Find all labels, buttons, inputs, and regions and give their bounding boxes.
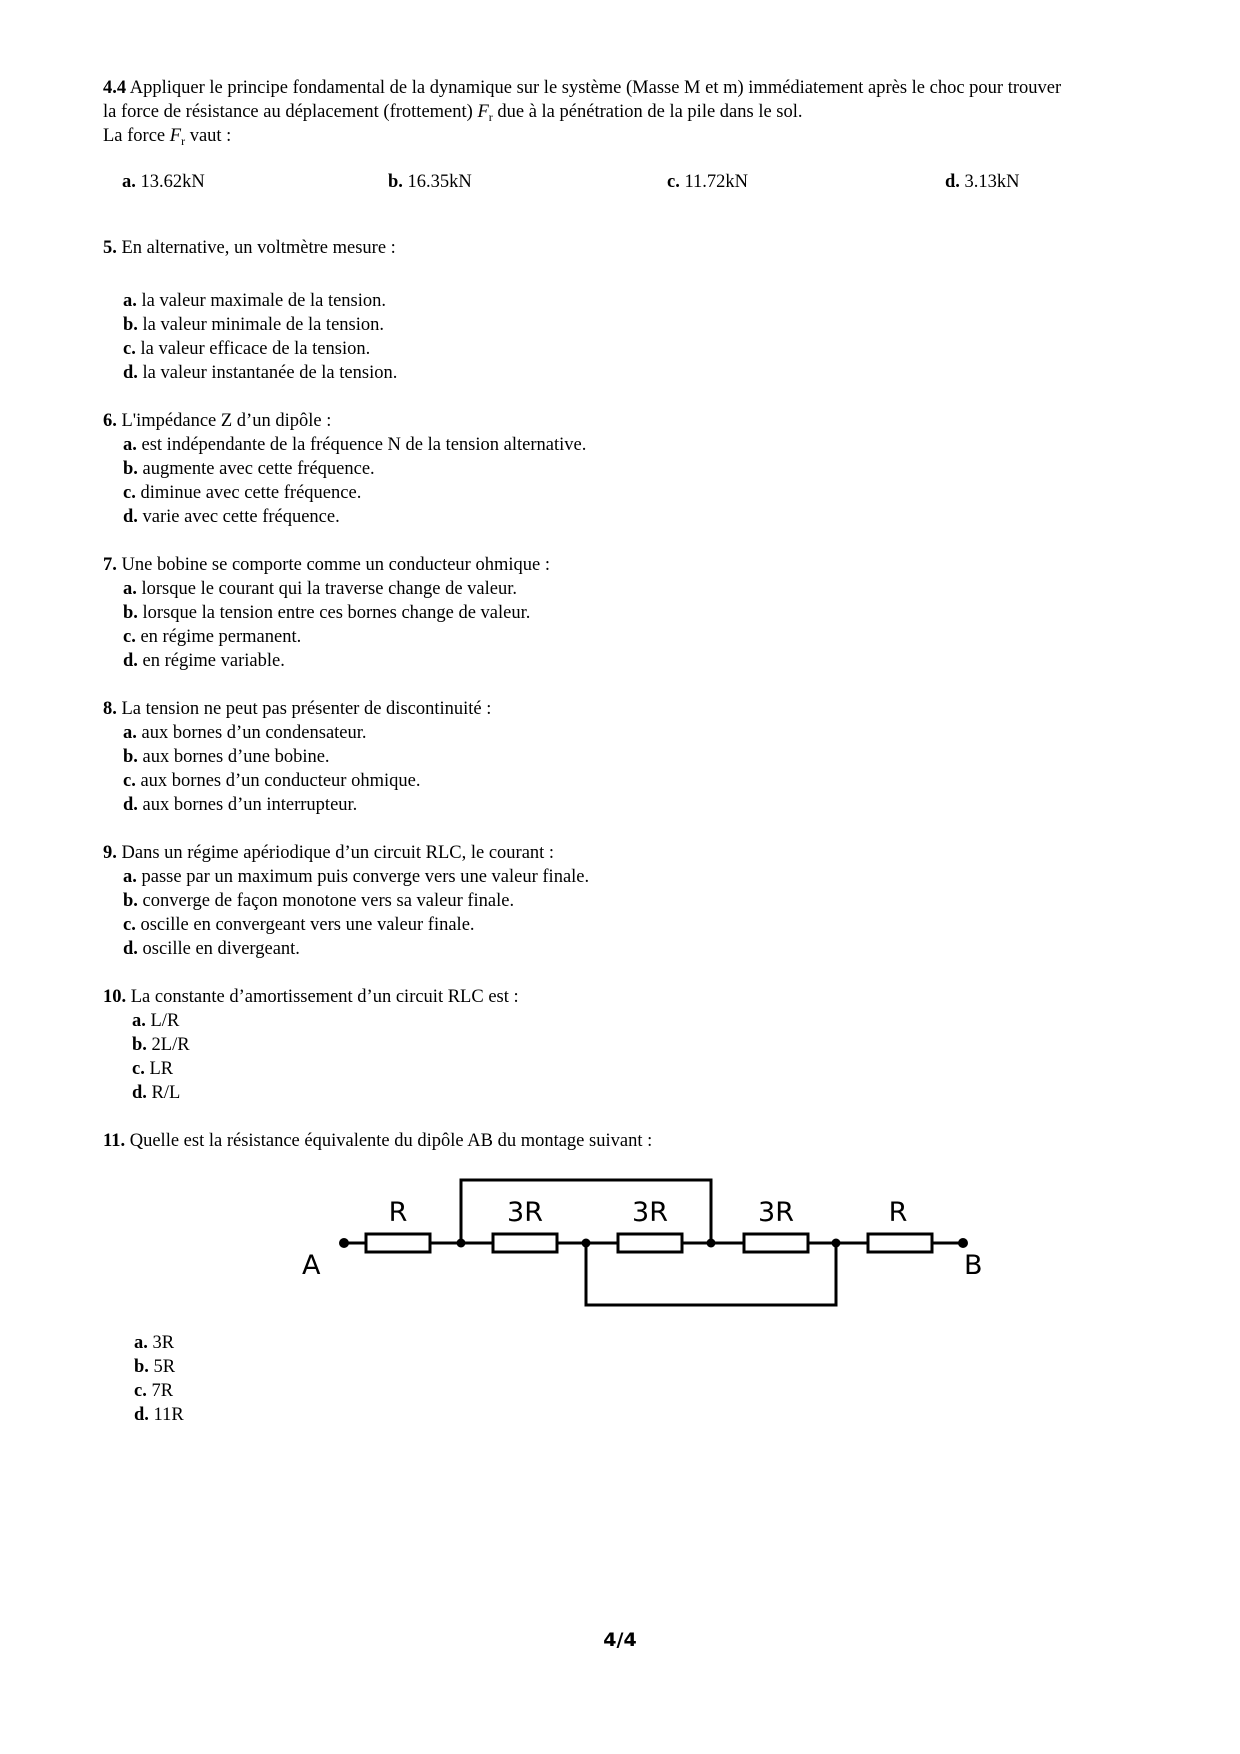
option-text: 13.62kN — [140, 172, 205, 192]
node — [582, 1239, 591, 1248]
option-text: est indépendante de la fréquence N de la tension alternative. — [141, 435, 587, 455]
option-text: aux bornes d’un condensateur. — [141, 723, 367, 743]
option-text: 11R — [153, 1405, 184, 1425]
option-letter: d. — [123, 651, 138, 671]
q4-4-text-line3-after: vaut : — [189, 126, 232, 146]
option-letter: d. — [132, 1083, 147, 1103]
option-text: lorsque le courant qui la traverse change de valeur. — [141, 579, 517, 599]
option-letter: c. — [134, 1381, 147, 1401]
terminal-b-label: B — [964, 1250, 983, 1281]
resistor-label: R — [388, 1197, 408, 1228]
option-text: la valeur minimale de la tension. — [142, 315, 384, 335]
option-text: 3R — [152, 1333, 175, 1353]
option-letter: d. — [123, 795, 138, 815]
force-subscript: r — [488, 110, 493, 124]
q11-text: Quelle est la résistance équivalente du dipôle AB du montage suivant : — [129, 1131, 653, 1151]
option-text: diminue avec cette fréquence. — [140, 483, 362, 503]
node-b — [958, 1238, 968, 1248]
option-text: 2L/R — [151, 1035, 190, 1055]
option-text: oscille en divergeant. — [142, 939, 300, 959]
option-text: 5R — [153, 1357, 176, 1377]
option-text: varie avec cette fréquence. — [142, 507, 340, 527]
option-letter: d. — [123, 507, 138, 527]
option-text: 11.72kN — [684, 172, 749, 192]
resistor-3r-3 — [744, 1234, 808, 1252]
q11-option-b[interactable] — [134, 1355, 175, 1379]
option-letter: c. — [132, 1059, 145, 1079]
option-text: oscille en convergeant vers une valeur finale. — [140, 915, 475, 935]
q7-number: 7. — [103, 555, 117, 575]
option-letter: c. — [123, 915, 136, 935]
resistor-r1 — [366, 1234, 430, 1252]
q10-number: 10. — [103, 987, 127, 1007]
node-a — [339, 1238, 349, 1248]
option-text: en régime variable. — [142, 651, 285, 671]
option-letter: b. — [134, 1357, 149, 1377]
node — [832, 1239, 841, 1248]
force-symbol: F — [477, 102, 489, 122]
option-letter: d. — [123, 363, 138, 383]
option-letter: b. — [123, 747, 138, 767]
option-letter: b. — [132, 1035, 147, 1055]
option-letter: a. — [134, 1333, 148, 1353]
option-text: converge de façon monotone vers sa valeur finale. — [142, 891, 515, 911]
q4-4-number: 4.4 — [103, 78, 127, 98]
option-letter: d. — [945, 172, 960, 192]
option-text: aux bornes d’un conducteur ohmique. — [140, 771, 421, 791]
resistor-label: 3R — [758, 1197, 794, 1228]
option-text: en régime permanent. — [140, 627, 302, 647]
terminal-a-label: A — [302, 1250, 321, 1281]
option-text: LR — [149, 1059, 174, 1079]
option-letter: a. — [123, 291, 137, 311]
q5-text: En alternative, un voltmètre mesure : — [121, 238, 396, 258]
q6-text: L'impédance Z d’un dipôle : — [121, 411, 332, 431]
q8-number: 8. — [103, 699, 117, 719]
node — [457, 1239, 466, 1248]
resistor-3r-2 — [618, 1234, 682, 1252]
q9-number: 9. — [103, 843, 117, 863]
option-text: 16.35kN — [407, 172, 472, 192]
option-text: la valeur instantanée de la tension. — [142, 363, 398, 383]
option-text: 3.13kN — [964, 172, 1020, 192]
resistor-label: 3R — [632, 1197, 668, 1228]
option-letter: a. — [123, 867, 137, 887]
resistor-label: R — [888, 1197, 908, 1228]
option-letter: c. — [667, 172, 680, 192]
node — [707, 1239, 716, 1248]
option-letter: a. — [122, 172, 136, 192]
q11-option-a[interactable] — [134, 1331, 174, 1355]
q11-option-c[interactable] — [134, 1379, 173, 1403]
q10-text: La constante d’amortissement d’un circuit RLC est : — [130, 987, 519, 1007]
option-text: passe par un maximum puis converge vers une valeur finale. — [141, 867, 590, 887]
q7-text: Une bobine se comporte comme un conducteur ohmique : — [121, 555, 550, 575]
option-text: la valeur maximale de la tension. — [141, 291, 387, 311]
option-letter: a. — [132, 1011, 146, 1031]
option-text: R/L — [151, 1083, 181, 1103]
option-text: L/R — [150, 1011, 180, 1031]
option-letter: b. — [123, 459, 138, 479]
option-letter: c. — [123, 483, 136, 503]
q4-4-text-line2-after: due à la pénétration de la pile dans le sol. — [497, 102, 803, 122]
option-letter: a. — [123, 579, 137, 599]
q5-number: 5. — [103, 238, 117, 258]
resistor-3r-1 — [493, 1234, 557, 1252]
q4-4-text-line1: Appliquer le principe fondamental de la dynamique sur le système (Masse M et m) immédiatement après le choc pour trouver — [129, 78, 1062, 98]
q4-4-text-line3-before: La force — [103, 126, 166, 146]
q11-option-d[interactable] — [134, 1403, 184, 1427]
force-symbol-2: F — [169, 126, 182, 146]
option-text: 7R — [151, 1381, 174, 1401]
option-text: la valeur efficace de la tension. — [140, 339, 371, 359]
option-letter: b. — [123, 603, 138, 623]
q9-text: Dans un régime apériodique d’un circuit RLC, le courant : — [121, 843, 555, 863]
option-text: aux bornes d’une bobine. — [142, 747, 330, 767]
option-letter: d. — [134, 1405, 149, 1425]
q6-number: 6. — [103, 411, 117, 431]
force-subscript-2: r — [181, 134, 186, 148]
option-letter: b. — [123, 891, 138, 911]
option-letter: c. — [123, 771, 136, 791]
q8-text: La tension ne peut pas présenter de discontinuité : — [121, 699, 492, 719]
option-letter: d. — [123, 939, 138, 959]
option-letter: b. — [388, 172, 403, 192]
option-text: aux bornes d’un interrupteur. — [142, 795, 358, 815]
option-letter: a. — [123, 435, 137, 455]
option-text: lorsque la tension entre ces bornes change de valeur. — [142, 603, 531, 623]
resistor-label: 3R — [507, 1197, 543, 1228]
page-number: 4/4 — [603, 1629, 637, 1651]
option-letter: c. — [123, 627, 136, 647]
option-letter: c. — [123, 339, 136, 359]
resistor-r2 — [868, 1234, 932, 1252]
q4-4-text-line2-before: la force de résistance au déplacement (frottement) — [103, 102, 473, 122]
option-letter: a. — [123, 723, 137, 743]
option-text: augmente avec cette fréquence. — [142, 459, 375, 479]
option-letter: b. — [123, 315, 138, 335]
q11-number: 11. — [103, 1131, 126, 1151]
